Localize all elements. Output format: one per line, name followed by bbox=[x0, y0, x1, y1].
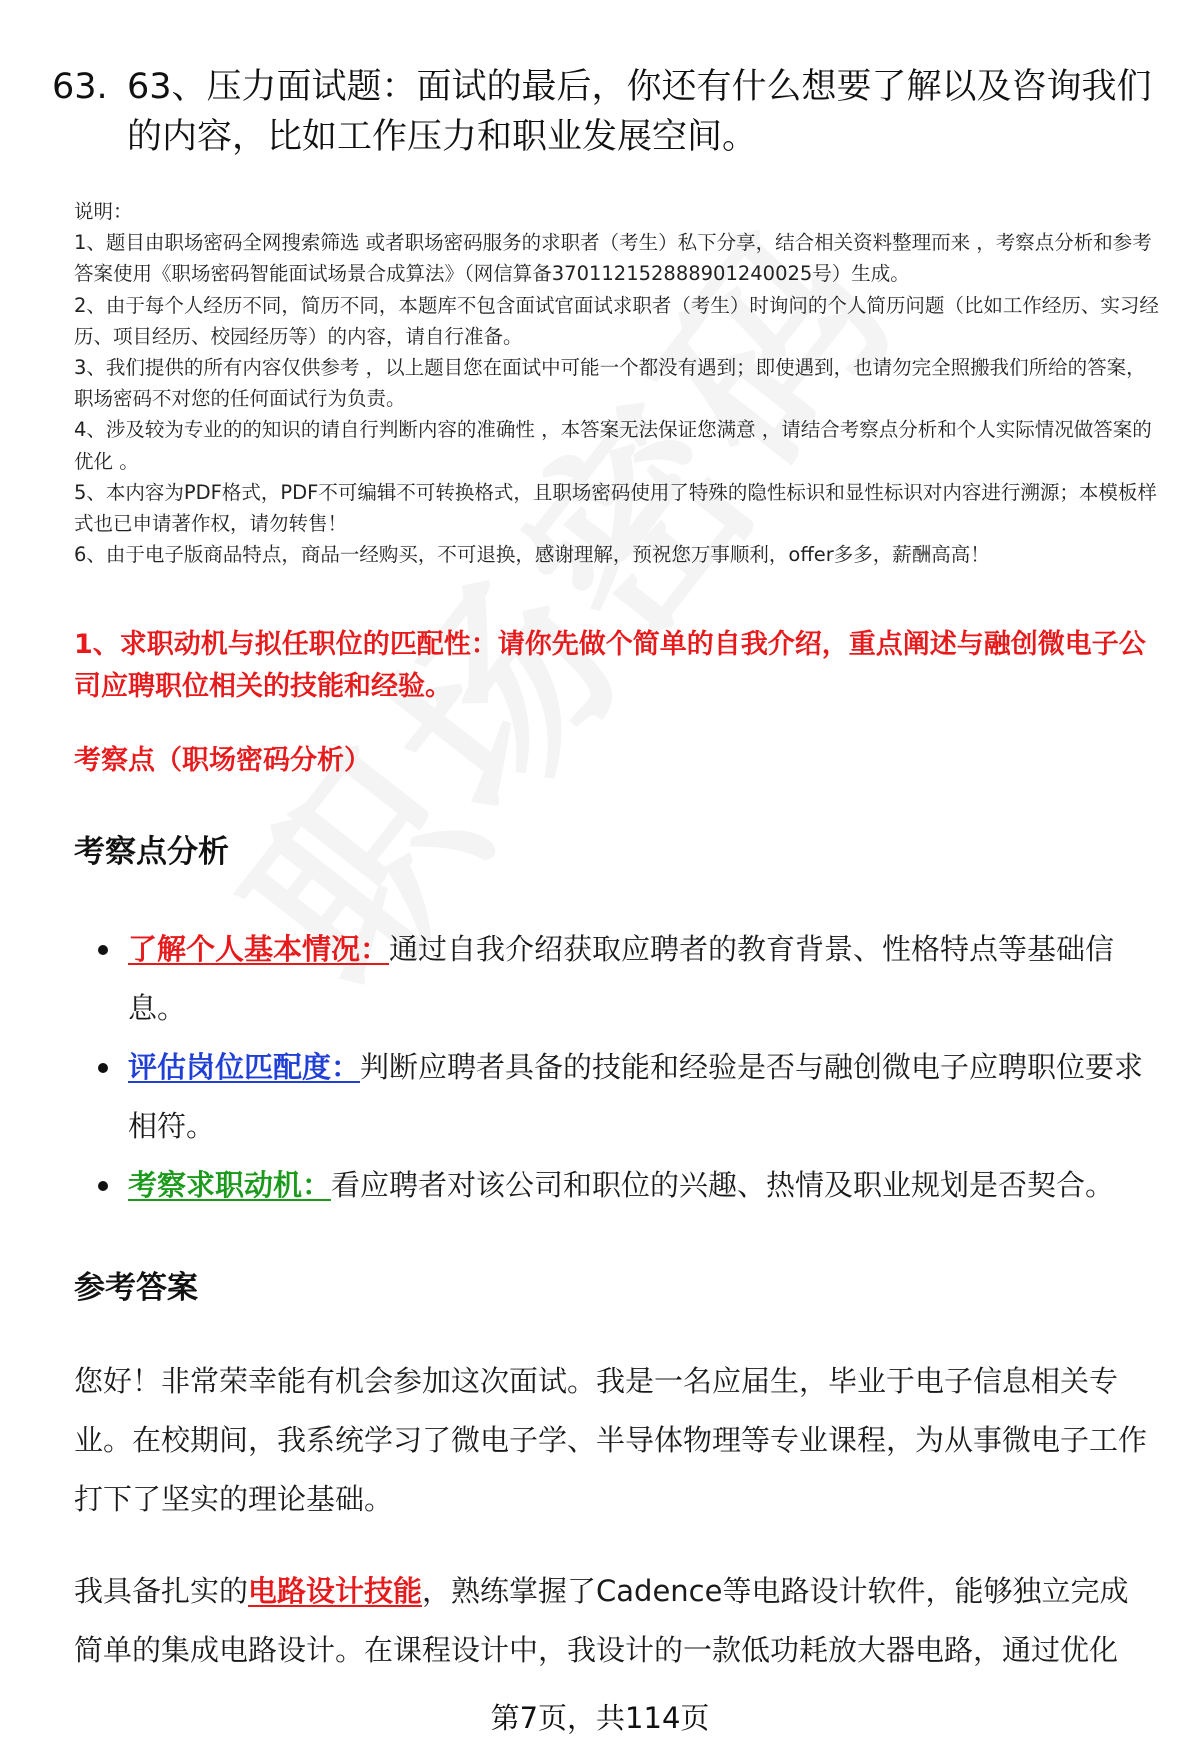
page-number: 第7页，共114页 bbox=[490, 1701, 710, 1735]
analysis-heading: 考察点分析 bbox=[74, 834, 229, 870]
question-title bbox=[52, 62, 1162, 162]
note-line: 5、本内容为PDF格式，PDF不可编辑不可转换格式，且职场密码使用了特殊的隐性标识和显性标识对内容进行溯源；本模板样式也已申请著作权，请勿转售！ bbox=[74, 480, 1157, 536]
bullet-dot-icon bbox=[98, 945, 108, 955]
question-number: 63. bbox=[52, 67, 108, 107]
answer-heading: 参考答案 bbox=[74, 1270, 198, 1306]
answer-paragraph: 您好！非常荣幸能有机会参加这次面试。我是一名应届生，毕业于电子信息相关专业。在校期间，我系统学习了微电子学、半导体物理等专业课程，为从事微电子工作打下了坚实的理论基础。 bbox=[74, 1364, 1148, 1516]
bullet-dot-icon bbox=[98, 1181, 108, 1191]
bullet-dot-icon bbox=[98, 1063, 108, 1073]
list-item bbox=[98, 1038, 1158, 1156]
note-line: 3、我们提供的所有内容仅供参考 ，以上题目您在面试中可能一个都没有遇到；即使遇到，也请勿完全照搬我们所给的答案，职场密码不对您的任何面试行为负责。 bbox=[74, 356, 1146, 411]
note-line: 说明： bbox=[74, 200, 133, 223]
note-line: 6、由于电子版商品特点，商品一经购买，不可退换，感谢理解，预祝您万事顺利，offer多多，薪酬高高！ bbox=[74, 543, 990, 567]
bullet-text: 判断应聘者具备的技能和经验是否与融创微电子应聘职位要求相符。 bbox=[128, 1050, 1144, 1143]
answer-keyword: 电路设计技能 bbox=[248, 1574, 423, 1608]
bullet-keyword: 评估岗位匹配度： bbox=[128, 1050, 361, 1084]
disclaimer-notes bbox=[74, 196, 1164, 570]
answer-paragraph bbox=[74, 1562, 1154, 1680]
analysis-list bbox=[98, 920, 1158, 1215]
note-line: 4、涉及较为专业的的知识的请自行判断内容的准确性 ，本答案无法保证您满意 ，请结合考察点分析和个人实际情况做答案的优化 。 bbox=[74, 418, 1152, 473]
bullet-keyword: 考察求职动机： bbox=[128, 1168, 332, 1202]
list-item bbox=[98, 1156, 1158, 1215]
note-line: 1、题目由职场密码全网搜索筛选 或者职场密码服务的求职者（考生）私下分享，结合相关资料整理而来 ，考察点分析和参考答案使用《职场密码智能面试场景合成算法》（网信算备370112152888901240025号）生成。 bbox=[74, 231, 1152, 286]
exam-point-label: 考察点（职场密码分析） bbox=[74, 745, 371, 776]
list-item bbox=[98, 920, 1158, 1038]
bullet-keyword: 了解个人基本情况： bbox=[128, 932, 390, 966]
answer-text: ，熟练掌握了Cadence等电路设计软件，能够独立完成简单的集成电路设计。在课程设计中，我设计的一款低功耗放大器电路，通过优化 bbox=[74, 1574, 1129, 1667]
interview-question: 1、求职动机与拟任职位的匹配性：请你先做个简单的自我介绍，重点阐述与融创微电子公司应聘职位相关的技能和经验。 bbox=[74, 629, 1146, 702]
bullet-text: 通过自我介绍获取应聘者的教育背景、性格特点等基础信息。 bbox=[128, 932, 1115, 1025]
answer-text: 我具备扎实的 bbox=[74, 1574, 249, 1608]
bullet-text: 看应聘者对该公司和职位的兴趣、热情及职业规划是否契合。 bbox=[331, 1168, 1115, 1202]
note-line: 2、由于每个人经历不同，简历不同，本题库不包含面试官面试求职者（考生）时询问的个人简历问题（比如工作经历、实习经历、项目经历、校园经历等）的内容，请自行准备。 bbox=[74, 293, 1159, 348]
question-title-text: 63、压力面试题：面试的最后，你还有什么想要了解以及咨询我们的内容，比如工作压力和职业发展空间。 bbox=[127, 67, 1152, 157]
